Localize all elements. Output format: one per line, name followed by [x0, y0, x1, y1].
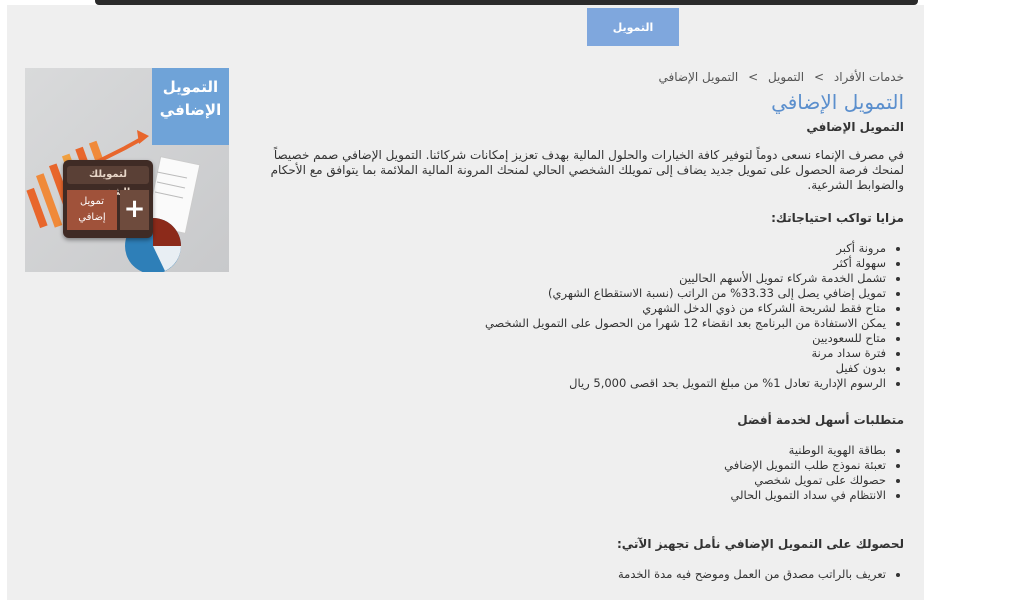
promo-banner — [152, 68, 229, 145]
promo-box-sub-line1: تمويل — [79, 196, 105, 207]
breadcrumb-item-individual-services[interactable]: خدمات الأفراد — [833, 70, 904, 84]
sub-title: التمويل الإضافي — [806, 120, 904, 134]
intro-paragraph: في مصرف الإنماء نسعى دوماً لتوفير كافة الخيارات والحلول المالية بهدف تعزيز إمكانات شركائنا. التمويل الإضافي صمم خصيصاً لمنحك فرصة الحصول على تمويل جديد يضاف إلى تمويلك الشخصي الحالي لمنحك المرونة المالية الملائمة بما يتوافق مع الأحكام والضوابط الشرعية. — [270, 148, 904, 192]
documents-list — [244, 567, 904, 582]
list-item: • الرسوم الإدارية تعادل 1% من مبلغ التمويل بحد اقصى 5,000 ريال — [244, 376, 886, 391]
list-item: • حصولك على تمويل شخصي — [244, 473, 886, 488]
list-item: • بطاقة الهوية الوطنية — [244, 443, 886, 458]
promo-banner-line2: الإضافي — [159, 101, 222, 119]
breadcrumb-item-current: التمويل الإضافي — [658, 70, 739, 84]
list-item: • متاح فقط لشريحة الشركاء من ذوي الدخل الشهري — [244, 301, 886, 316]
list-item: • تعريف بالراتب مصدق من العمل وموضح فيه مدة الخدمة — [244, 567, 886, 582]
list-item: • تمويل إضافي يصل إلى 33.33% من الراتب (نسبة الاستقطاع الشهري) — [244, 286, 886, 301]
page-title: التمويل الإضافي — [771, 90, 904, 114]
nav-tab-label: التمويل — [612, 20, 654, 34]
requirements-heading: متطلبات أسهل لخدمة أفضل — [737, 413, 904, 427]
documents-heading: لحصولك على التمويل الإضافي نأمل تجهيز الآتي: — [616, 537, 904, 551]
breadcrumb — [244, 70, 904, 84]
promo-image — [25, 68, 229, 272]
promo-box-title: لتمويلك — [67, 166, 149, 184]
features-list — [244, 241, 904, 391]
list-item: • بدون كفيل — [244, 361, 886, 376]
list-item: • تشمل الخدمة شركاء تمويل الأسهم الحاليين — [244, 271, 886, 286]
features-heading: مزايا تواكب احتياجاتك: — [771, 211, 904, 225]
list-item: • فترة سداد مرنة — [244, 346, 886, 361]
list-item: • مرونة أكبر — [244, 241, 886, 256]
nav-tab-financing[interactable] — [587, 8, 679, 46]
promo-box — [63, 160, 153, 238]
list-item: • تعبئة نموذج طلب التمويل الإضافي — [244, 458, 886, 473]
promo-box-sub-line2: إضافي — [78, 212, 106, 223]
breadcrumb-separator: > — [748, 70, 759, 84]
list-item: • سهولة أكثر — [244, 256, 886, 271]
requirements-list — [244, 443, 904, 503]
breadcrumb-item-financing[interactable]: التمويل — [767, 70, 805, 84]
list-item: • متاح للسعوديين — [244, 331, 886, 346]
promo-box-subtitle — [67, 190, 117, 230]
right-gutter — [924, 0, 1024, 600]
main-content — [244, 66, 904, 604]
list-item: • يمكن الاستفادة من البرنامج بعد انقضاء 12 شهرا من الحصول على التمويل الشخصي — [244, 316, 886, 331]
plus-icon: + — [120, 190, 149, 230]
breadcrumb-separator: > — [813, 70, 825, 84]
promo-banner-line1: التمويل — [162, 78, 219, 96]
list-item: • الانتظام في سداد التمويل الحالي — [244, 488, 886, 503]
